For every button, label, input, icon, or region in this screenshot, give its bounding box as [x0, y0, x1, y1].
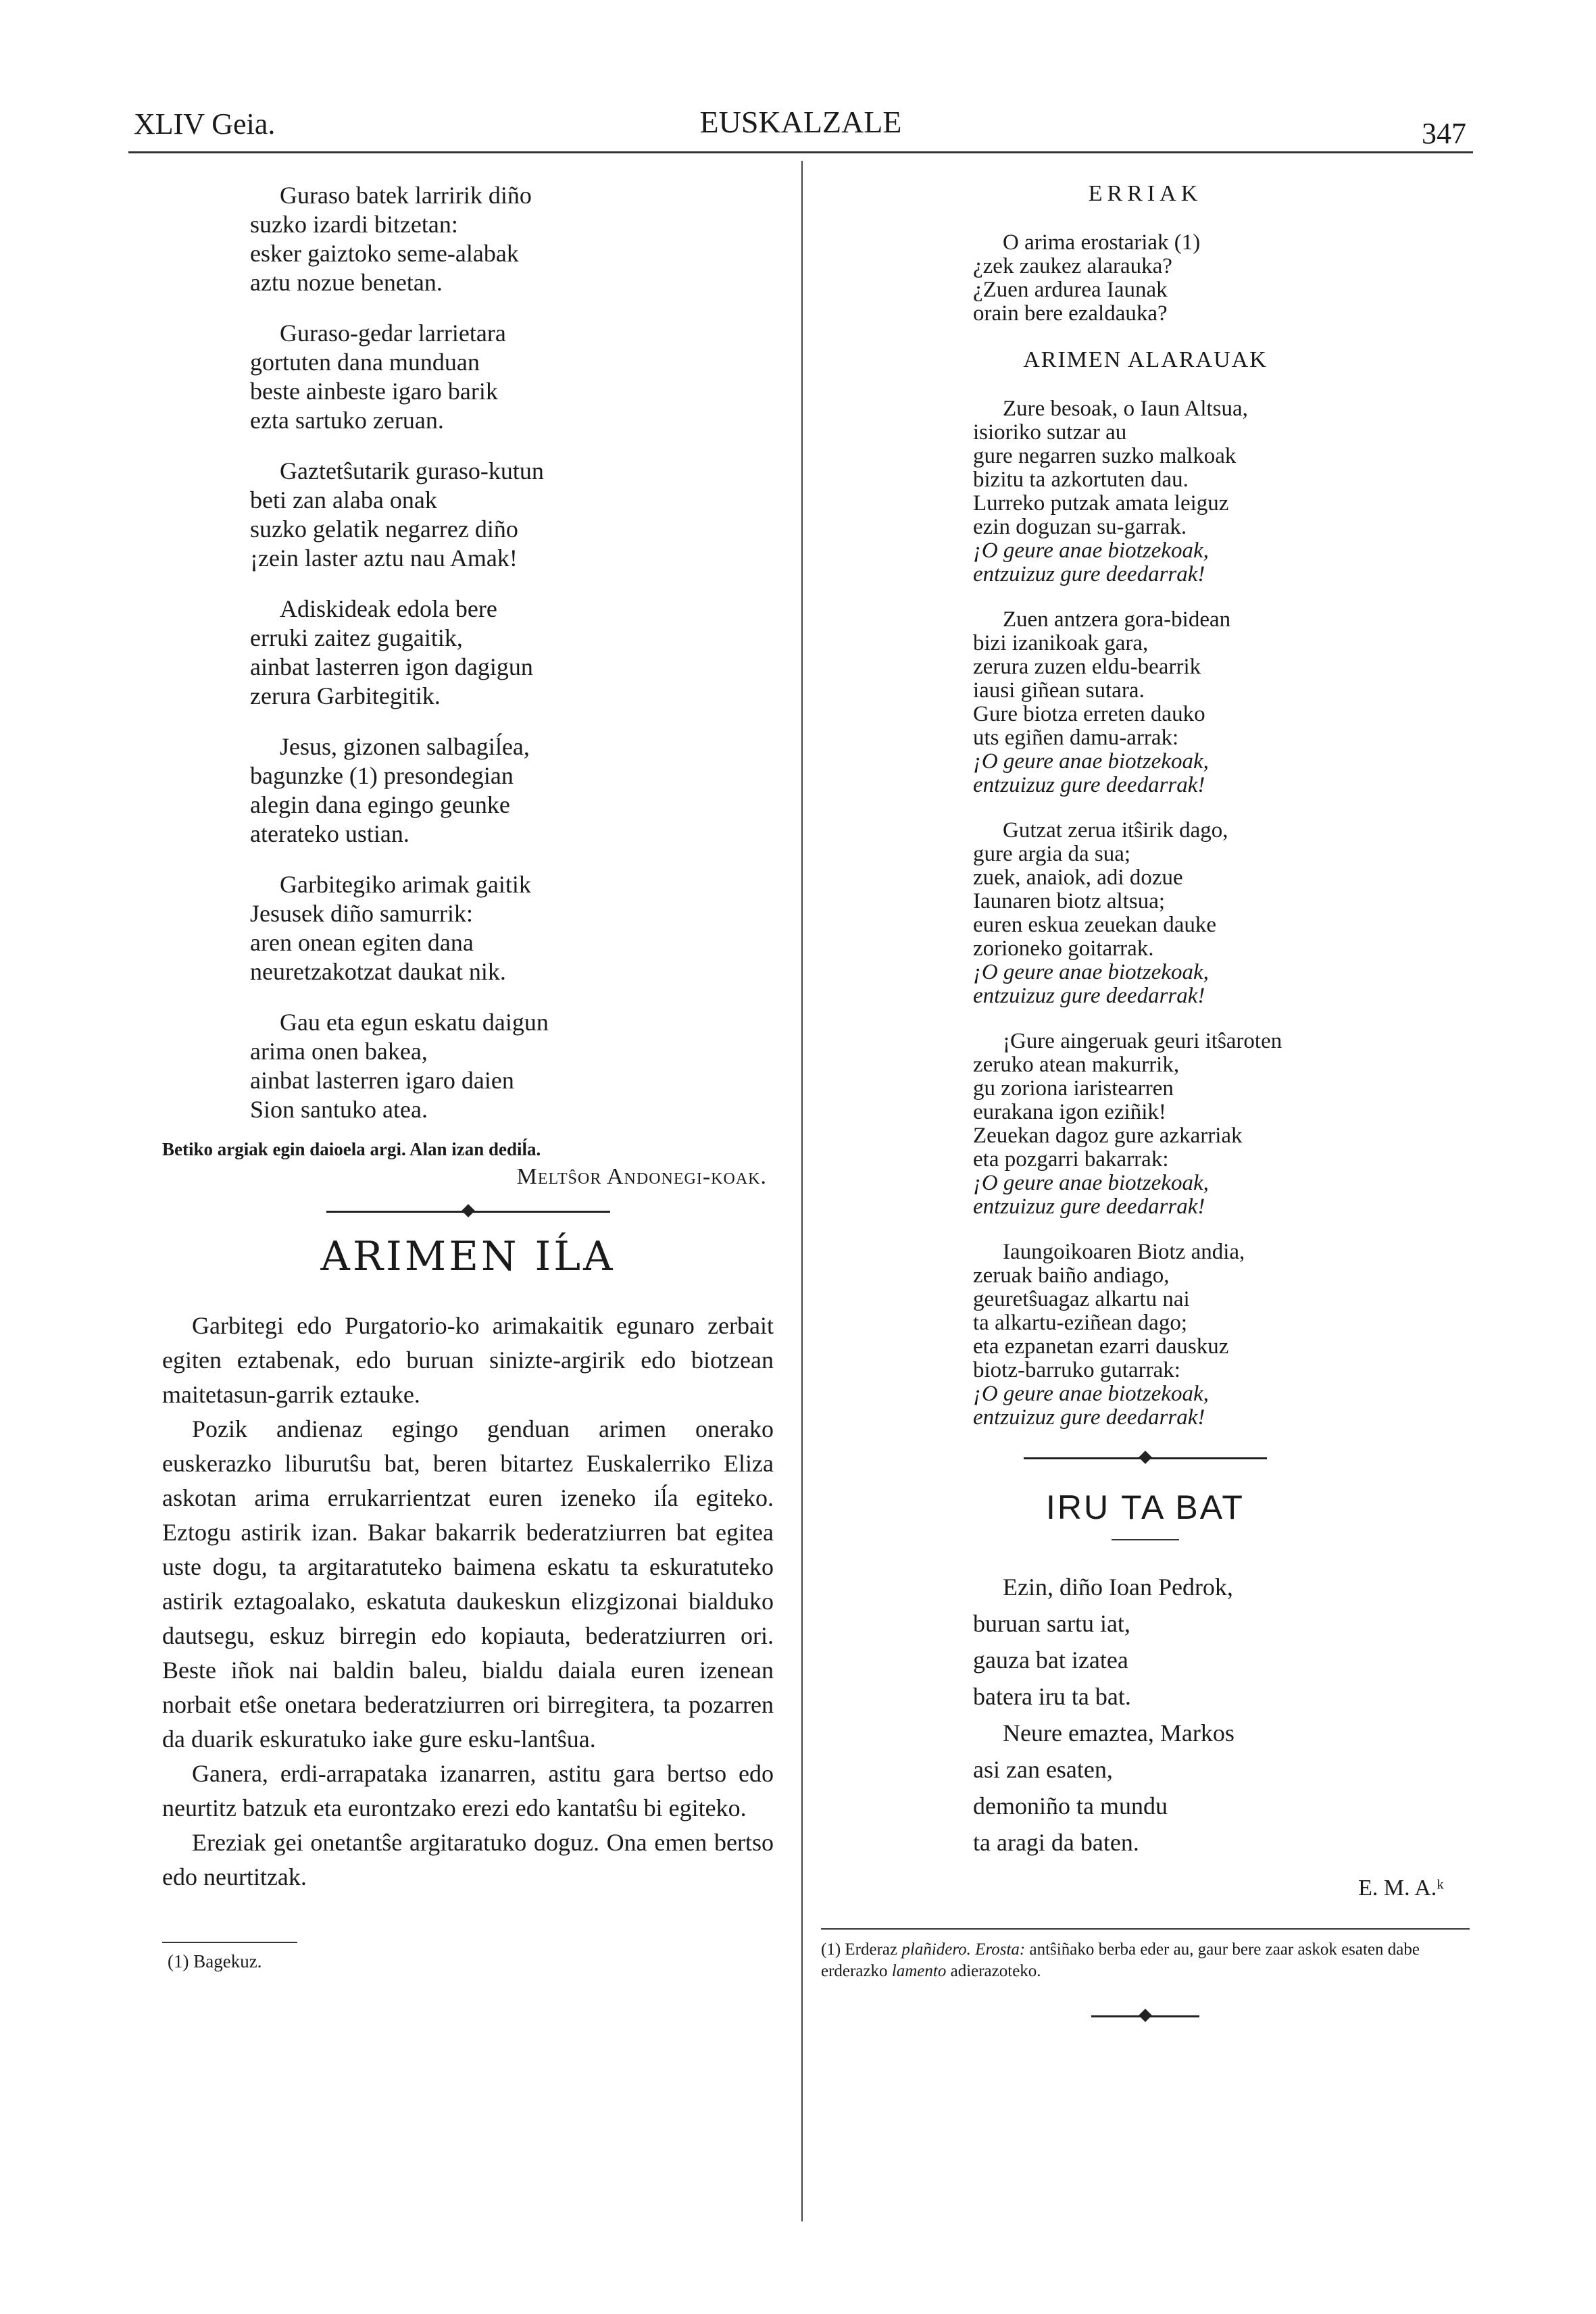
poem-stanza [821, 231, 1470, 326]
verse-line: neuretzakotzat daukat nik. [250, 958, 506, 985]
verse-line: alegin dana egingo geunke [250, 791, 510, 818]
verse-line: Neure emaztea, Markos [1003, 1719, 1235, 1746]
paragraph: Ganera, erdi-arrapataka izanarren, astitu gara bertso edo neurtitz batzuk eta eurontzako erezi edo kantatŝu bi egiteko. [162, 1760, 774, 1821]
verse-line: zeruak baiño andiago, [973, 1263, 1170, 1288]
verse-line: ta alkartu-eziñean dago; [973, 1311, 1187, 1335]
footnote-rule [162, 1942, 297, 1943]
refrain-line: ¡O geure anae biotzekoak, [973, 1171, 1209, 1195]
verse-line: Jesus, gizonen salbagiĺea, [280, 733, 530, 760]
left-poem [162, 181, 774, 1124]
verse-line: biotz-barruko gutarrak: [973, 1358, 1180, 1382]
verse-line: beti zan alaba onak [250, 486, 437, 513]
poem-stanza [162, 870, 774, 986]
volume-label: XLIV Geia. [134, 107, 276, 141]
verse-line: O arima erostariak (1) [1003, 230, 1201, 255]
diamond-ornament-icon [462, 1204, 475, 1217]
refrain-line: entzuizuz gure deedarrak! [973, 1194, 1205, 1219]
paragraph: Ereziak gei onetantŝe argitaratuko doguz. Ona emen bertso edo neurtitzak. [162, 1829, 774, 1890]
footnote-term: Erosta: [975, 1940, 1026, 1959]
verse-line: bagunzke (1) presondegian [250, 762, 514, 789]
verse-line: suzko gelatik negarrez diño [250, 515, 518, 543]
verse-line: ainbat lasterren igon dagigun [250, 653, 533, 680]
verse-line: uts egiñen damu-arrak: [973, 726, 1179, 750]
verse-line: beste ainbeste igaro barik [250, 378, 498, 405]
right-column [821, 181, 1470, 2038]
poem-stanza [821, 1715, 1470, 1861]
verse-line: eurakana igon eziñik! [973, 1100, 1166, 1124]
left-column [162, 181, 774, 1972]
poem-stanza [162, 319, 774, 435]
verse-line: ¡zein laster aztu nau Amak! [250, 545, 518, 572]
verse-line: zerura zuzen eldu-bearrik [973, 655, 1201, 679]
verse-line: ¿zek zaukez alarauka? [973, 254, 1172, 278]
diamond-ornament-icon [1139, 1451, 1152, 1464]
verse-line: Zeuekan dagoz gure azkarriak [973, 1124, 1243, 1148]
verse-line: aren onean egiten dana [250, 929, 474, 956]
verse-line: Zure besoak, o Iaun Altsua, [1003, 397, 1248, 421]
verse-line: gure negarren suzko malkoak [973, 444, 1237, 468]
verse-line: eta ezpanetan ezarri dauskuz [973, 1334, 1229, 1359]
verse-line: bizi izanikoak gara, [973, 631, 1149, 655]
iru-ta-bat-poem [821, 1569, 1470, 1861]
footnote [821, 1939, 1470, 1982]
verse-line: Ezin, diño Ioan Pedrok, [1003, 1574, 1233, 1601]
refrain-line: entzuizuz gure deedarrak! [973, 1405, 1205, 1430]
verse-line: asi zan esaten, [973, 1756, 1113, 1783]
verse-line: bizitu ta azkortuten dau. [973, 468, 1189, 492]
verse-line: euren eskua zeuekan dauke [973, 913, 1217, 937]
poem-stanza [821, 1030, 1470, 1219]
verse-line: eta pozgarri bakarrak: [973, 1147, 1169, 1172]
footnote-text: Erderaz [845, 1940, 898, 1959]
verse-line: Guraso batek larririk diño [280, 182, 532, 209]
verse-line: buruan sartu iat, [973, 1610, 1130, 1637]
poem-stanza [821, 397, 1470, 586]
verse-line: Gure biotza erreten dauko [973, 702, 1205, 726]
footnote: (1) Bagekuz. [168, 1951, 262, 1971]
verse-line: Gutzat zerua itŝirik dago, [1003, 818, 1228, 842]
paragraph: Pozik andienaz egingo genduan arimen onerako euskerazko liburutŝu bat, beren bitartez Euskalerriko Eliza askotan arima errukarrientzat euren izeneko iĺa egiteko. Eztogu astirik izan. Bakar bakarrik bederatziurren bat egitea uste dogu, ta argitaratuteko baimena eskatu ta eskuratuteko astirik eztagoalako, eskatuta daukeskun elizgizonai bialduko dautsegu, eskuz birregin edo kopiauta, bederatziurren ori. Beste iñok nai baldin baleu, bialdu daiala euren izenean norbait etŝe onetara bederatziurren ori birregitera, ta pozarren da duarik eskuratuko iake gure esku-lantŝua. [162, 1415, 774, 1753]
verse-line: aztu nozue benetan. [250, 269, 443, 296]
footnote-text: adierazoteko. [950, 1962, 1041, 1980]
refrain-line: entzuizuz gure deedarrak! [973, 773, 1205, 797]
diamond-ornament-icon [1139, 2009, 1152, 2022]
title-rule [1112, 1539, 1179, 1540]
verse-line: erruki zaitez gugaitik, [250, 624, 463, 651]
footnote-marker: (1) [821, 1940, 841, 1959]
verse-line: Adiskideak edola bere [280, 595, 497, 622]
refrain-line: entzuizuz gure deedarrak! [973, 984, 1205, 1008]
verse-line: iausi giñean sutara. [973, 678, 1145, 703]
section-title: ARIMEN IĹA [320, 1233, 616, 1280]
column-divider [801, 161, 803, 2221]
refrain-line: ¡O geure anae biotzekoak, [973, 749, 1209, 774]
header-rule [128, 151, 1473, 153]
running-header [128, 101, 1473, 149]
verse-line: gu zoriona iaristearren [973, 1076, 1174, 1101]
refrain-line: ¡O geure anae biotzekoak, [973, 1382, 1209, 1406]
verse-line: zerura Garbitegitik. [250, 682, 441, 709]
poem-stanza [162, 595, 774, 711]
verse-line: Gau eta egun eskatu daigun [280, 1009, 549, 1036]
verse-line: Garbitegiko arimak gaitik [280, 871, 531, 898]
verse-line: Gaztetŝutarik guraso-kutun [280, 457, 544, 484]
verse-line: gauza bat izatea [973, 1646, 1128, 1674]
section-title: ARIMEN ALARAUAK [1023, 347, 1268, 372]
verse-line: Iaunaren biotz altsua; [973, 889, 1166, 913]
poem-stanza [821, 1240, 1470, 1430]
verse-line: Jesusek diño samurrik: [250, 900, 473, 927]
verse-line: zuek, anaiok, adi dozue [973, 865, 1183, 890]
verse-line: ¡Gure aingeruak geuri itŝaroten [1003, 1029, 1282, 1053]
ornament-divider [1091, 2009, 1199, 2023]
verse-line: arima onen bakea, [250, 1038, 428, 1065]
verse-line: gortuten dana munduan [250, 349, 480, 376]
poem-stanza [162, 732, 774, 849]
footnote-text: antŝiñako berba eder au, gaur bere zaar askok esaten dabe erderazko [821, 1940, 1420, 1980]
verse-line: aterateko ustian. [250, 820, 409, 847]
verse-line: ta aragi da baten. [973, 1829, 1139, 1856]
poem-stanza [821, 608, 1470, 797]
footnote-term: plañidero. [901, 1940, 971, 1959]
verse-line: ¿Zuen ardurea Iaunak [973, 278, 1168, 302]
verse-line: orain bere ezaldauka? [973, 301, 1168, 326]
verse-line: esker gaiztoko seme-alabak [250, 240, 519, 267]
verse-line: demoniño ta mundu [973, 1792, 1168, 1819]
ornament-divider [326, 1205, 610, 1218]
ornament-divider [1024, 1451, 1267, 1465]
verse-line: batera iru ta bat. [973, 1683, 1131, 1710]
verse-line: zorioneko goitarrak. [973, 936, 1154, 961]
author-signature: E. M. A.ᵏ [1358, 1876, 1444, 1901]
verse-line: ezta sartuko zeruan. [250, 407, 444, 434]
journal-title: EUSKALZALE [699, 105, 902, 139]
verse-line: Sion santuko atea. [250, 1096, 428, 1123]
section-title: ERRIAK [1088, 181, 1203, 206]
refrain-line: entzuizuz gure deedarrak! [973, 562, 1205, 586]
refrain-line: ¡O geure anae biotzekoak, [973, 960, 1209, 984]
verse-line: Zuen antzera gora-bidean [1003, 607, 1231, 632]
verse-line: gure argia da sua; [973, 842, 1131, 866]
poem-stanza [821, 819, 1470, 1008]
verse-line: Lurreko putzak amata leiguz [973, 491, 1229, 515]
poem-stanza [162, 457, 774, 573]
footnote-rule [821, 1928, 1470, 1930]
verse-line: geuretŝuagaz alkartu nai [973, 1287, 1190, 1311]
verse-line: suzko izardi bitzetan: [250, 211, 458, 238]
verse-line: isioriko sutzar au [973, 420, 1127, 445]
poem-stanza [821, 1569, 1470, 1715]
verse-line: zeruko atean makurrik, [973, 1053, 1180, 1077]
closing-note: Betiko argiak egin daioela argi. Alan izan dediĺa. [162, 1139, 541, 1159]
refrain-line: ¡O geure anae biotzekoak, [973, 538, 1209, 563]
section-title: IRU TA BAT [1046, 1488, 1245, 1526]
footnote-term: lamento [891, 1962, 947, 1980]
verse-line: Guraso-gedar larrietara [280, 320, 506, 347]
verse-line: Iaungoikoaren Biotz andia, [1003, 1240, 1245, 1264]
author-signature: Meltŝor Andonegi-koak. [516, 1164, 767, 1189]
verse-line: ainbat lasterren igaro daien [250, 1067, 514, 1094]
paragraph: Garbitegi edo Purgatorio-ko arimakaitik egunaro zerbait egiten eztabenak, edo buruan sinizte-argirik edo biotzean maitetasun-garrik eztauke. [162, 1312, 774, 1408]
verse-line: ezin doguzan su-garrak. [973, 515, 1187, 539]
poem-stanza [162, 181, 774, 297]
poem-stanza [162, 1008, 774, 1124]
page-number: 347 [1422, 117, 1466, 150]
